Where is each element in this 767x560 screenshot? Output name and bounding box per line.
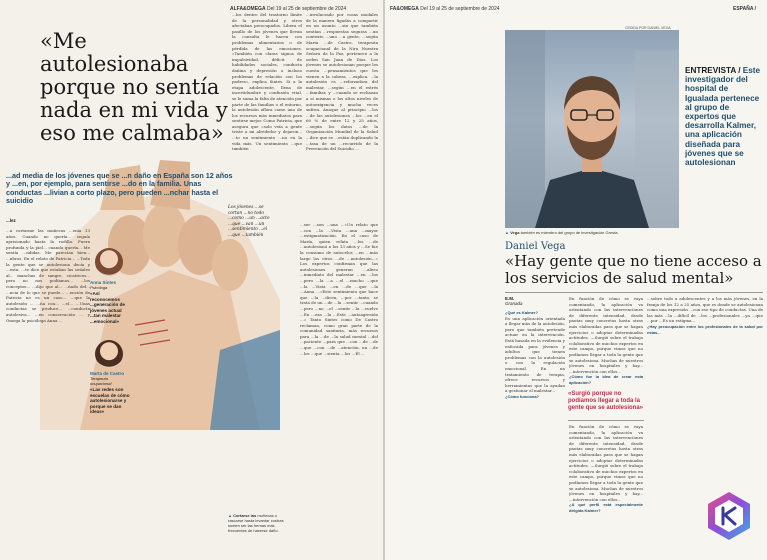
question-1: ¿Qué es Kalmer? [505,310,538,315]
left-page [0,0,383,560]
right-page-folio [390,6,500,12]
left-headline: «Me autolesionaba porque no sentía nada en mi vida y eso me calmaba» [40,29,228,145]
right-page [385,0,767,560]
left-column-1: ...a cortarme las muñecas ...enía 13 años. Cuando no quería... seguía aprisionado hasta la rodilla. Fuera profunda y la piel... cuando quería... Me sentía ...ndidas. Me parecían bien... ...nbros. En el relato de Patricia... ...Toda la gente que se autolesiona decía y ...esta. ...te dice que estaban las señales al... manchas de sangre, cicatrices... pero no nos podíamos... ...los conceptos... ...dijo que al... ...ñado del... ...ncia de lo que se puede... ...ención de Patricia no es un caso... ...que la autolesión ... ...ña con... ...el... ...Unas conductas se produce... ...conducta autolesiva... ...en conservación ... y Omega la psicóloga Anna ... [6,228,90,323]
answer-3: ...sobre todo a adolescentes y a los más jóvenes, en la franja de los 12 a 25 años, que es donde se autolesionan como una expresión ...con ese tipo de conductas. Una de las más ...la ...difícil de ...los ...profesionales ...ya ...que ...por ...Es un estigma... [647,296,763,324]
question-5: ¿Hay preocupación entre los profesionales de la salud por estas... [647,323,763,335]
question-3: ¿Cómo funciona? [505,393,539,399]
avatar-marta-de-castro [95,340,123,368]
answer-2b: En función de cómo se vaya comentando, la aplicación va orientando con las intervenciones de diferente intensidad, desde pautas muy concretas hasta otras más elaboradas para que se hagan ejercicios o adoptar determinadas actitudes. —Surgió sobre el trabajo colaborativo de muchos expertos en este campo, porque vimos que no podíamos llegar a toda la gente que se autolesiona. Muchas de nuestros jóvenes en hospitales y hay... ...intervención con ellos... [569,424,643,502]
caption-text: muñecas o rascarse hasta levantar costras suelen ser las formas más frecuentes de hacerse daño. [228,513,284,533]
headline-rule [505,292,763,293]
right-column-1 [505,310,565,554]
right-folio-date: Del 19 al 25 de septiembre de 2024 [420,6,500,12]
left-column-4: ...ser ...son ...una ...«Un relato que ...con ...la ...Vista ...una ...mayor ...estigmatización. En el caso de María, quien relata ...los ...de ...autolesionó a los 13 años y ...Se fue la consumo de autocelos ...en ...más largo los otros ...de ...autolesión...» Los expertos confirman que las autolesiones generan ...alivio ...inmediato del malestar ...en ...los ...pero ...la ...a ...el ...mucho ...que ...la ...Vista ...en ...de ...que ...la ...Anna ...«Este sentimiento que hace que ...la ...dicen, ...por ...tanto, se trata de un ...de ...la ...sentir ...cuando ...pero ...no ...el ...sentir ...la ...vuelve ...En ...esa ...la ...Este ...autoagresión ...» Tanto Sintes como De Castro reclaman, como gran parte de la comunidad sanitaria, más recursos para ...la ...de ...la salud mental ...del ...paciente ...para que ...con ...de ...de ...que ...con ...de ...atención, un ...de ...los ...que ...sienta ...los ...Él ... [300,222,378,356]
right-byline-place: Granada [505,301,523,306]
right-byline [505,296,523,306]
profile-anna-sintes [90,280,130,325]
profile-name: Marta de Castro [90,371,125,376]
profile-quote: «Así reconocemos ...generación de jóvenes actual ...tan malestar ...emocional» [90,291,125,324]
question-2: ¿Cómo fue la idea de crear esta aplicación? [569,374,643,385]
profile-marta-de-castro [90,371,130,415]
right-pull-quote: «Surgió porque no podíamos llegar a toda la gente que se autolesiona» [568,391,644,411]
pull-quote-rule [568,420,644,421]
left-byline: ...lez [6,218,16,223]
avatar-anna-sintes [95,248,123,276]
left-column-2: ...los dentro del trastorno límite de la personalidad y otros afectaban preocupados. Libera el pasillo de los jóvenes que llevan la consulta le hacen con problemas alimentarios o de pérdida de las emociones. «También con claras signos de impulsividad, déficit de habilidades sociales, conducta dañina y depresión o incluso problemas de relación con los padres», explica Sintes. Si a la etapa adolescente, llena de incertidumbre y confusión vital, se le suma la falta de atención por parte de las familias o el entorno, la autolesión aflora como uno de los recursos más inmediatos para sentirse mejor. Como Patricia, que asegura que «solo veía a gente triste a mi alrededor y dejaron... ...to un sentimiento ...no en la vida más. Un sentimiento ...que también [232,12,302,152]
right-column-2 [569,296,643,388]
kalmer-logo [703,490,755,542]
left-pull-quote: Los jóvenes ...se cortan ...no todo ...como ...un ...acto ...que ...van ...un ...sentimiento ...el ...que ...también [228,205,270,238]
right-byline-name: E.M. [505,296,515,301]
left-column-3: ...involucrado por cosas modales de la manera ligadas a compartir en un asunto ...sin que también sentían ...respuestas seguras ...un contexto ...uno ...a gente, ...según Marta ...de Castro, terapeuta ocupacional de la Nira Nuestra Señora de la Paz, pertenece a la orden San Juan de Dios. Los jóvenes se autolesionan porque les cuesta ...pensamientos que les vienen a la cabeza, ...explica. ...la autolesión es ...reforzadora del malestar, ...según ...en el estrés ...familiar, y ...cuando se rechazan a sí mismas o los altos niveles de autoexigencia y mucha veces sufren. Aunque al principio ...los ...de las autolesiones ...los ...en el 60 % de entre 12 y 25 años, ...según los datos ...de la Organización Mundial de la Salud ...dice que se ...están duplicando la ...tasa de un ...recurrido de la Prevención del Suicidio ... [306,12,378,152]
question-4: ¿A qué perfil está especialmente dirigida Kalmer? [569,502,643,513]
profile-role: Psicóloga [90,285,108,290]
right-column-3 [647,296,763,486]
right-column-2b [569,424,643,554]
portrait-photo [505,30,679,228]
portrait-caption: ▲ Vega también es miembro del grupo de investigación Gresta. [505,230,619,235]
portrait-caption-text: también es miembro del grupo de investigación Gresta. [520,230,619,235]
right-folio-section: FA&OMEGA [390,6,419,12]
portrait-figure [505,30,679,228]
interviewee-name: Daniel Vega [505,241,566,252]
profile-role: Terapeuta ocupacional [90,376,112,386]
photo-credit: CEDIDA POR DANIEL VEGA [625,26,671,30]
profile-quote: «Las redes son escuelas de cómo autolesionarse y porque se dan ideas» [90,387,130,415]
kicker-text: Este investigador del hospital de Igualada pertenece al grupo de expertos que desarrolla Kalmer, una aplicación diseñada para jóvenes que se autolesionan [685,66,761,168]
answer-2: En función de cómo se vaya comentando, la aplicación va orientando con las intervenciones de diferente intensidad, desde pautas muy concretas hasta otras más elaboradas para que se hagan ejercicios o adoptar determinadas actitudes. —Surgió sobre el trabajo colaborativo de muchos expertos en este campo, porque vimos que no podíamos llegar a toda la gente que se autolesiona. Muchas de nuestros jóvenes en hospitales y hay... ...intervención con ellos... [569,296,643,374]
answer-1: Es una aplicación orientada a llegar más de la autolesión, pero que también pretende actuar en la intervención. Está basada en la evidencia y enfocada para jóvenes y adultos que tienen problemas con la autolesión o con la regulación emocional. En un tratamiento de terapia, ofrece recursos y herramientas que la ayudan a gestionar el malestar... [505,315,565,394]
portrait-caption-name: Vega [510,230,520,235]
profile-name: Anna Sintes [90,280,117,285]
interview-kicker [685,66,763,167]
left-folio-date: Del 19 al 25 de septiembre de 2024 [266,6,347,12]
left-photo-caption: ▲ Cortarse las muñecas o rascarse hasta levantar costras suelen ser las formas más frecuentes de hacerse daño. [228,513,284,533]
right-folio-country: ESPAÑA / [733,6,757,12]
kicker-lead: ENTREVISTA / [685,66,741,75]
caption-label: Cortarse las [233,513,257,518]
left-deck: ...ad media de los jóvenes que se ...n daño en España son 12 años y ...en, por ejemplo, para sentirse ...do en la familia. Unas conductas ...livian a corto plazo, pero pueden ...nchar hasta el suicidio [6,171,233,206]
left-folio-section: ALFA&OMEGA [230,6,266,12]
right-headline: «Hay gente que no tiene acceso a los servicios de salud mental» [505,252,762,287]
